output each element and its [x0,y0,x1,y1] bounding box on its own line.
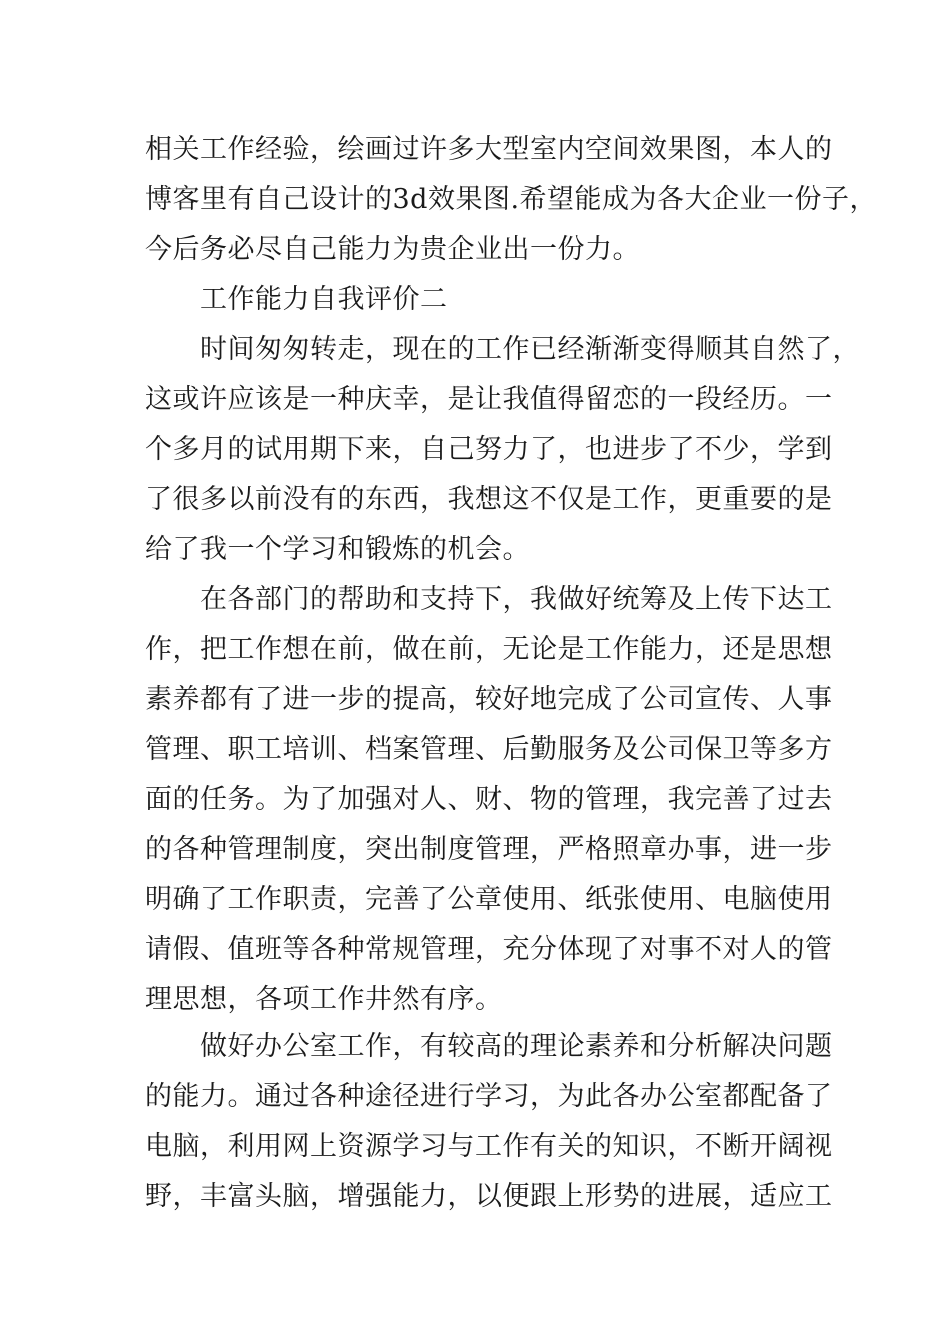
text-line: 管理、职工培训、档案管理、后勤服务及公司保卫等多方 [145,734,833,765]
text-line: 野，丰富头脑，增强能力，以便跟上形势的进展，适应工 [145,1181,833,1212]
paragraph-3 [145,575,833,1025]
section-heading [145,275,815,325]
text-line: 博客里有自己设计的3d效果图.希望能成为各大企业一份子， [145,184,878,215]
text-line: 做好办公室工作，有较高的理论素养和分析解决问题 [200,1031,833,1062]
text-line: 相关工作经验，绘画过许多大型室内空间效果图，本人的 [145,134,833,165]
text-line: 明确了工作职责，完善了公章使用、纸张使用、电脑使用 [145,884,833,915]
paragraph-continuation [145,125,878,275]
paragraph-4 [145,1022,833,1222]
text-line: 时间匆匆转走，现在的工作已经渐渐变得顺其自然了， [200,334,860,365]
text-line: 请假、值班等各种常规管理，充分体现了对事不对人的管 [145,934,833,965]
text-line: 面的任务。为了加强对人、财、物的管理，我完善了过去 [145,784,833,815]
text-line: 作，把工作想在前，做在前，无论是工作能力，还是思想 [145,634,833,665]
text-line: 理思想，各项工作井然有序。 [145,984,503,1015]
text-line: 这或许应该是一种庆幸，是让我值得留恋的一段经历。一 [145,384,833,415]
text-line: 今后务必尽自己能力为贵企业出一份力。 [145,234,640,265]
text-line: 了很多以前没有的东西，我想这不仅是工作，更重要的是 [145,484,833,515]
text-line: 的能力。通过各种途径进行学习，为此各办公室都配备了 [145,1081,833,1112]
text-line: 在各部门的帮助和支持下，我做好统筹及上传下达工 [200,584,833,615]
text-line: 的各种管理制度，突出制度管理，严格照章办事，进一步 [145,834,833,865]
heading-text: 工作能力自我评价二 [200,284,448,315]
text-line: 电脑，利用网上资源学习与工作有关的知识，不断开阔视 [145,1131,833,1162]
text-line: 给了我一个学习和锻炼的机会。 [145,534,530,565]
text-line: 个多月的试用期下来，自己努力了，也进步了不少，学到 [145,434,833,465]
paragraph-2 [145,325,860,575]
text-line: 素养都有了进一步的提高，较好地完成了公司宣传、人事 [145,684,833,715]
